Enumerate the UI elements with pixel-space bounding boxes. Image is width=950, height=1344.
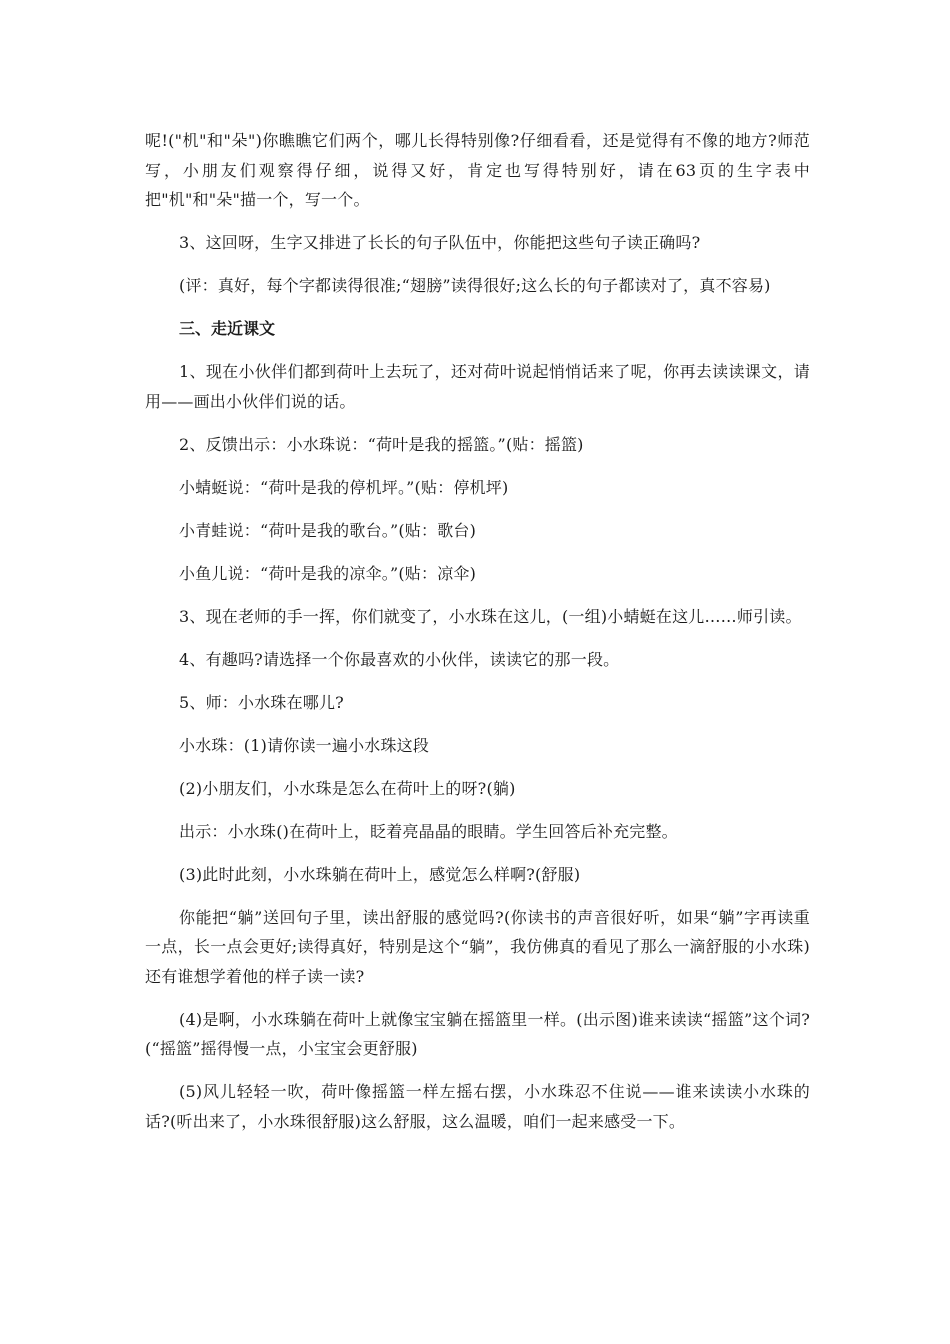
paragraph-frog: 小青蛙说：“荷叶是我的歌台。”(贴：歌台) (179, 520, 477, 540)
paragraph-sub-1: 小水珠：(1)请你读一遍小水珠这段 (179, 735, 430, 755)
paragraph-continuation: 呢!("机"和"朵")你瞧瞧它们两个，哪儿长得特别像?仔细看看，还是觉得有不像的地方?师范写，小朋友们观察得仔细，说得又好，肯定也写得特别好，请在63页的生字表中把"机"和"朵"描一个，写一个。 (145, 131, 810, 209)
paragraph-item-3-sentences: 3、这回呀，生字又排进了长长的句子队伍中，你能把这些句子读正确吗? (179, 233, 701, 252)
paragraph-item-3: 3、现在老师的手一挥，你们就变了，小水珠在这儿，(一组)小蜻蜓在这儿……师引读。 (179, 606, 802, 626)
paragraph-sub-3: (3)此时此刻，小水珠躺在荷叶上，感觉怎么样啊?(舒服) (179, 864, 581, 884)
paragraph-evaluation: (评：真好，每个字都读得很准;“翅膀”读得很好;这么长的句子都读对了，真不容易) (179, 276, 771, 295)
paragraph-read-aloud: 你能把“躺”送回句子里，读出舒服的感觉吗?(你读书的声音很好听，如果“躺”字再读重一点，长一点会更好;读得真好，特别是这个“躺”，我仿佛真的看见了那么一滴舒服的小水珠)还有谁想学着他的样子读一读? (145, 907, 810, 986)
paragraph-display: 出示：小水珠()在荷叶上，眨着亮晶晶的眼睛。学生回答后补充完整。 (179, 821, 678, 841)
paragraph-dragonfly: 小蜻蜓说：“荷叶是我的停机坪。”(贴：停机坪) (179, 477, 509, 497)
paragraph-sub-4: (4)是啊，小水珠躺在荷叶上就像宝宝躺在摇篮里一样。(出示图)谁来读读“摇篮”这个词?(“摇篮”摇得慢一点，小宝宝会更舒服) (145, 1009, 810, 1058)
paragraph-item-2: 2、反馈出示：小水珠说：“荷叶是我的摇篮。”(贴：摇篮) (179, 434, 584, 454)
paragraph-item-5: 5、师：小水珠在哪儿? (179, 692, 344, 712)
paragraph-sub-5: (5)风儿轻轻一吹，荷叶像摇篮一样左摇右摆，小水珠忍不住说——谁来读读小水珠的话?(听出来了，小水珠很舒服)这么舒服，这么温暖，咱们一起来感受一下。 (145, 1082, 810, 1131)
section-heading: 三、走近课文 (179, 319, 276, 338)
paragraph-item-4: 4、有趣吗?请选择一个你最喜欢的小伙伴，读读它的那一段。 (179, 649, 620, 669)
document-page (145, 126, 810, 1150)
paragraph-item-1: 1、现在小伙伴们都到荷叶上去玩了，还对荷叶说起悄悄话来了呢，你再去读读课文，请用——画出小伙伴们说的话。 (145, 362, 810, 411)
paragraph-fish: 小鱼儿说：“荷叶是我的凉伞。”(贴：凉伞) (179, 563, 477, 583)
paragraph-sub-2: (2)小朋友们，小水珠是怎么在荷叶上的呀?(躺) (179, 778, 516, 798)
